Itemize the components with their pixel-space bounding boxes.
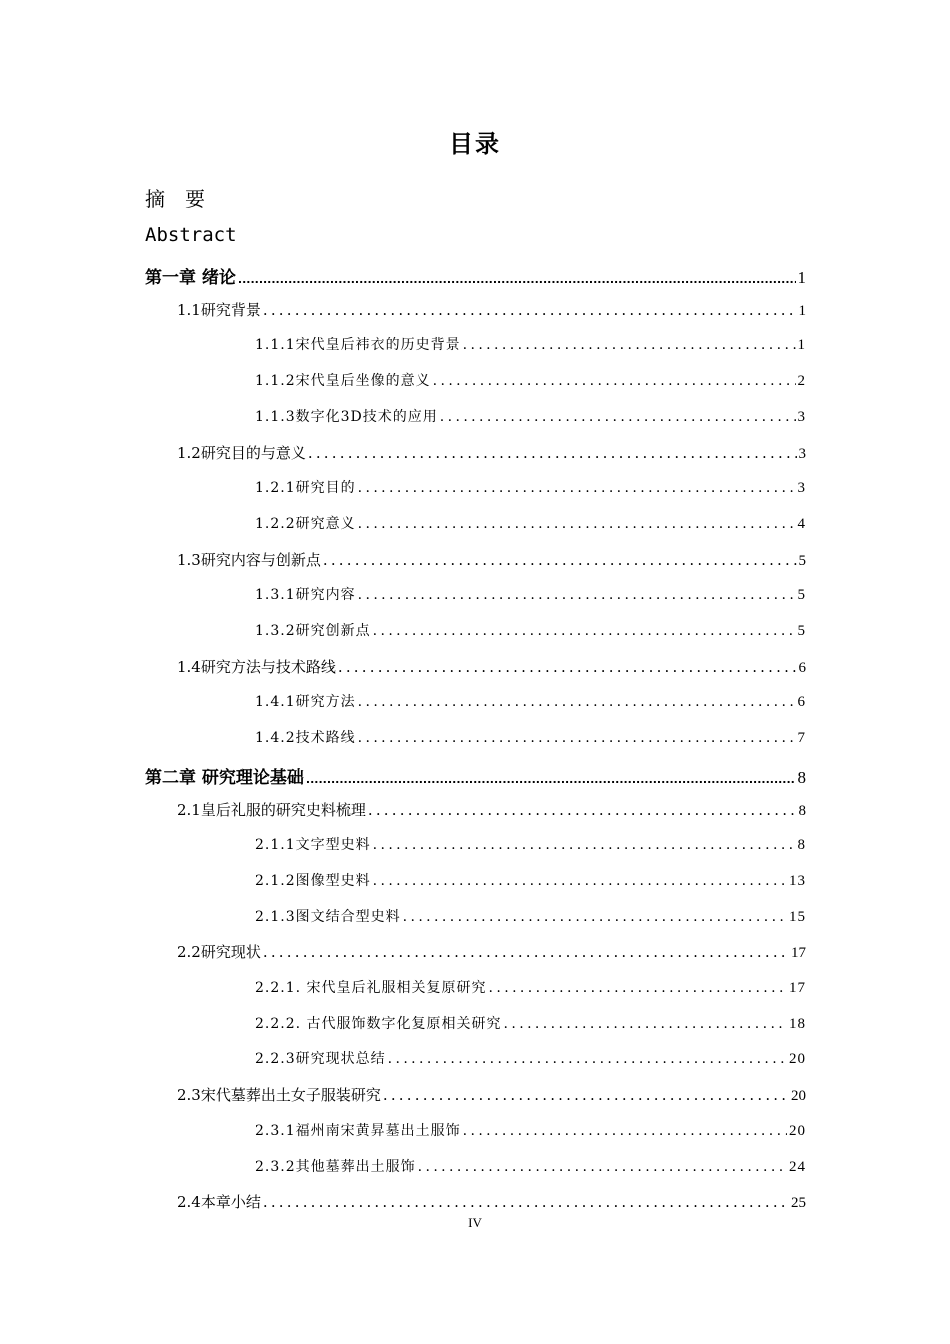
dot-leader xyxy=(338,658,797,676)
dot-leader xyxy=(388,1051,787,1068)
dot-leader xyxy=(373,623,796,640)
toc-entry-page-number: 20 xyxy=(789,1051,806,1068)
toc-entry-level3[interactable] xyxy=(255,513,806,533)
toc-entry-page-number: 17 xyxy=(789,980,806,996)
dot-leader xyxy=(358,694,796,711)
dot-leader xyxy=(306,773,796,786)
toc-entry-page-number: 25 xyxy=(791,1195,806,1212)
toc-entry-level3[interactable] xyxy=(255,334,806,354)
page-number-footer: IV xyxy=(468,1215,482,1230)
toc-entry-level3[interactable] xyxy=(255,1048,806,1068)
toc-entry-level1[interactable] xyxy=(145,263,806,288)
dot-leader xyxy=(358,587,796,604)
toc-entry-title: 1.3.1研究内容 xyxy=(255,587,356,604)
toc-entry-title: 1.4.2技术路线 xyxy=(255,730,356,747)
toc-entry-level2[interactable] xyxy=(177,299,806,320)
dot-leader xyxy=(358,516,796,533)
dot-leader xyxy=(373,837,796,854)
toc-entry-level3[interactable] xyxy=(255,1156,806,1176)
toc-entry-title: 1.4研究方法与技术路线 xyxy=(177,657,336,676)
toc-entry-page-number: 1 xyxy=(797,268,806,287)
toc-entry-page-number: 13 xyxy=(789,872,806,889)
toc-entry-level1[interactable] xyxy=(145,763,806,788)
dot-leader xyxy=(440,409,796,426)
toc-entry-title: 1.2.1研究目的 xyxy=(255,480,356,497)
dot-leader xyxy=(463,1123,787,1140)
abstract-en-heading[interactable]: Abstract xyxy=(145,224,237,246)
toc-entry-level3[interactable] xyxy=(255,727,806,747)
dot-leader xyxy=(358,480,796,497)
toc-entry-level2[interactable] xyxy=(177,549,806,570)
toc-entry-page-number: 2 xyxy=(797,373,806,390)
toc-entry-page-number: 20 xyxy=(789,1122,806,1139)
toc-entry-page-number: 8 xyxy=(797,837,806,854)
toc-entry-page-number: 15 xyxy=(789,908,806,925)
dot-leader xyxy=(383,1086,789,1104)
toc-entry-level2[interactable] xyxy=(177,656,806,677)
toc-entry-level3[interactable] xyxy=(255,906,806,926)
toc-entry-title: 2.1皇后礼服的研究史料梳理 xyxy=(177,800,366,819)
toc-entry-level2[interactable] xyxy=(177,799,806,820)
dot-leader xyxy=(308,444,797,462)
toc-entry-title: 2.3.1福州南宋黄昇墓出土服饰 xyxy=(255,1122,461,1139)
toc-entry-page-number: 5 xyxy=(798,552,806,569)
toc-entry-page-number: 1 xyxy=(797,337,806,354)
toc-entry-title: 1.3研究内容与创新点 xyxy=(177,550,321,569)
toc-entry-level3[interactable] xyxy=(255,477,806,497)
toc-entry-level2[interactable] xyxy=(177,1084,806,1105)
toc-entry-title: 1.1研究背景 xyxy=(177,300,261,319)
toc-entry-level2[interactable] xyxy=(177,442,806,463)
toc-entry-title: 2.3宋代墓葬出土女子服装研究 xyxy=(177,1086,381,1105)
toc-entry-page-number: 20 xyxy=(791,1088,806,1105)
toc-entry-title: 1.1.2宋代皇后坐像的意义 xyxy=(255,373,431,390)
toc-entry-title: 2.2.1. 宋代皇后礼服相关复原研究 xyxy=(255,980,487,996)
dot-leader xyxy=(368,801,797,819)
toc-title: 目录 xyxy=(449,130,501,158)
toc-entry-page-number: 5 xyxy=(797,587,806,604)
dot-leader xyxy=(433,373,796,390)
toc-entry-title: 2.2.3研究现状总结 xyxy=(255,1051,386,1068)
toc-entry-level3[interactable] xyxy=(255,620,806,640)
toc-entry-title: 2.4本章小结 xyxy=(177,1193,261,1212)
toc-entry-title: 2.2.2. 古代服饰数字化复原相关研究 xyxy=(255,1015,502,1032)
toc-entry-title: 1.2.2研究意义 xyxy=(255,515,356,532)
dot-leader xyxy=(263,301,797,319)
toc-entry-page-number: 5 xyxy=(797,623,806,639)
dot-leader xyxy=(418,1159,787,1176)
toc-entry-level2[interactable] xyxy=(177,941,806,962)
toc-entry-title: 2.1.3图文结合型史料 xyxy=(255,908,401,925)
toc-entry-page-number: 6 xyxy=(797,694,806,711)
toc-entry-level3[interactable] xyxy=(255,834,806,854)
toc-entry-page-number: 7 xyxy=(797,730,806,747)
toc-entry-title: 2.1.2图像型史料 xyxy=(255,872,371,889)
toc-entry-level3[interactable] xyxy=(255,691,806,711)
toc-entry-title: 1.3.2研究创新点 xyxy=(255,623,371,639)
toc-entry-level3[interactable] xyxy=(255,1120,806,1140)
toc-entry-level3[interactable] xyxy=(255,870,806,890)
dot-leader xyxy=(263,1193,789,1211)
toc-entry-title: 1.2研究目的与意义 xyxy=(177,443,306,462)
toc-entry-title: 2.3.2其他墓葬出土服饰 xyxy=(255,1158,416,1175)
toc-entry-title: 1.1.1宋代皇后袆衣的历史背景 xyxy=(255,337,461,354)
toc-entry-title: 2.2研究现状 xyxy=(177,943,261,962)
toc-entry-page-number: 3 xyxy=(797,480,806,497)
toc-entry-page-number: 18 xyxy=(789,1015,806,1032)
dot-leader xyxy=(358,730,796,747)
toc-entry-level3[interactable] xyxy=(255,977,806,997)
dot-leader xyxy=(263,943,789,961)
toc-entry-title: 1.1.3数字化3D技术的应用 xyxy=(255,408,438,425)
toc-entry-level3[interactable] xyxy=(255,370,806,390)
dot-leader xyxy=(323,551,797,569)
dot-leader xyxy=(504,1016,787,1033)
toc-entry-page-number: 8 xyxy=(797,767,806,787)
toc-entry-level3[interactable] xyxy=(255,584,806,604)
toc-entry-title: 1.4.1研究方法 xyxy=(255,694,356,711)
toc-entry-title: 第一章 绪论 xyxy=(145,268,236,288)
dot-leader xyxy=(463,337,796,354)
dot-leader xyxy=(403,909,787,926)
dot-leader xyxy=(238,273,796,286)
toc-entry-page-number: 8 xyxy=(798,802,806,819)
toc-entry-level3[interactable] xyxy=(255,406,806,426)
dot-leader xyxy=(373,873,787,890)
toc-entry-page-number: 1 xyxy=(798,302,806,319)
toc-entry-page-number: 4 xyxy=(797,515,806,532)
toc-entry-title: 2.1.1文字型史料 xyxy=(255,837,371,854)
toc-entry-page-number: 17 xyxy=(791,945,806,962)
toc-entry-page-number: 6 xyxy=(798,659,806,676)
toc-entry-page-number: 24 xyxy=(789,1158,806,1175)
toc-entry-page-number: 3 xyxy=(797,408,806,425)
abstract-cn-heading[interactable]: 摘 要 xyxy=(145,187,205,211)
toc-entry-level2[interactable] xyxy=(177,1191,806,1212)
dot-leader xyxy=(489,980,787,997)
toc-entry-title: 第二章 研究理论基础 xyxy=(145,767,304,788)
toc-entry-level3[interactable] xyxy=(255,1013,806,1033)
toc-entry-page-number: 3 xyxy=(798,445,806,462)
